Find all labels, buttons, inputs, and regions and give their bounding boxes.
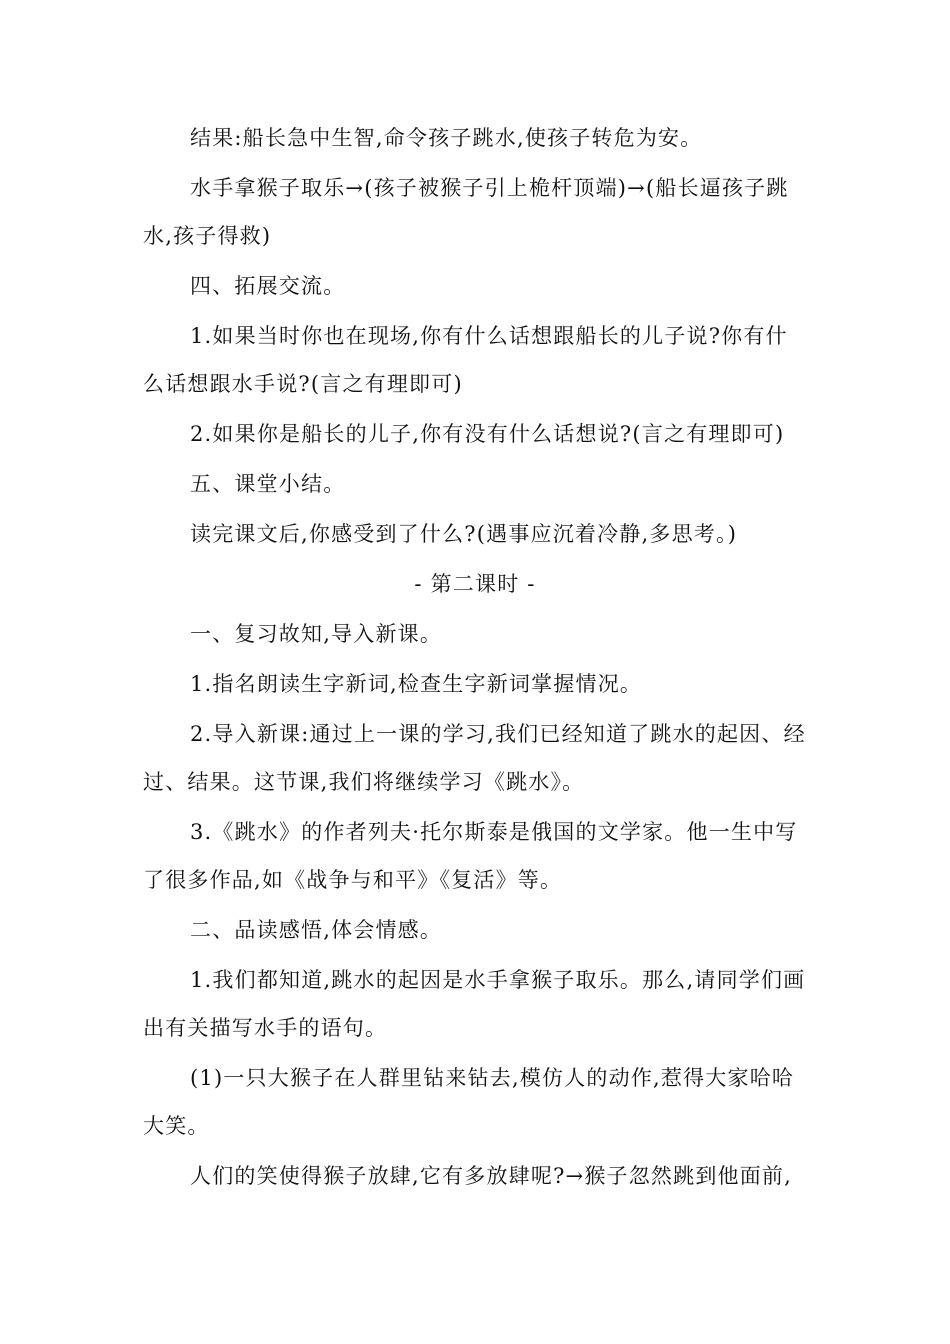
section-heading-extension: 四、拓展交流。 bbox=[190, 274, 346, 298]
review-step-2-cont: 过、结果。这节课,我们将继续学习《跳水》。 bbox=[143, 770, 585, 794]
section-heading-review: 一、复习故知,导入新课。 bbox=[190, 622, 443, 646]
paragraph-story-flow: 水手拿猴子取乐→(孩子被猴子引上桅杆顶端)→(船长逼孩子跳 bbox=[190, 176, 789, 200]
section-heading-summary: 五、课堂小结。 bbox=[190, 472, 346, 496]
review-step-3-cont: 了很多作品,如《战争与和平》《复活》等。 bbox=[143, 868, 563, 892]
reading-step-1: 1.我们都知道,跳水的起因是水手拿猴子取乐。那么,请同学们画 bbox=[190, 968, 806, 992]
question-1: 1.如果当时你也在现场,你有什么话想跟船长的儿子说?你有什 bbox=[190, 324, 788, 348]
question-2: 2.如果你是船长的儿子,你有没有什么话想说?(言之有理即可) bbox=[190, 422, 785, 446]
question-1-cont: 么话想跟水手说?(言之有理即可) bbox=[143, 372, 463, 396]
paragraph-story-flow-cont: 水,孩子得救) bbox=[143, 224, 272, 248]
reading-step-1-cont: 出有关描写水手的语句。 bbox=[143, 1016, 388, 1040]
reading-quote-1-cont: 大笑。 bbox=[143, 1114, 210, 1138]
paragraph-summary: 读完课文后,你感受到了什么?(遇事应沉着冷静,多思考。) bbox=[190, 522, 738, 546]
paragraph-result: 结果:船长急中生智,命令孩子跳水,使孩子转危为安。 bbox=[190, 126, 703, 150]
review-step-1: 1.指名朗读生字新词,检查生字新词掌握情况。 bbox=[190, 672, 643, 696]
reading-analysis: 人们的笑使得猴子放肆,它有多放肆呢?→猴子忽然跳到他面前, bbox=[190, 1164, 793, 1188]
review-step-2: 2.导入新课:通过上一课的学习,我们已经知道了跳水的起因、经 bbox=[190, 722, 806, 746]
section-heading-reading: 二、品读感悟,体会情感。 bbox=[190, 918, 443, 942]
review-step-3: 3.《跳水》的作者列夫·托尔斯泰是俄国的文学家。他一生中写 bbox=[190, 820, 798, 844]
lesson-title: - 第二课时 - bbox=[414, 572, 536, 596]
reading-quote-1: (1)一只大猴子在人群里钻来钻去,模仿人的动作,惹得大家哈哈 bbox=[190, 1066, 795, 1090]
